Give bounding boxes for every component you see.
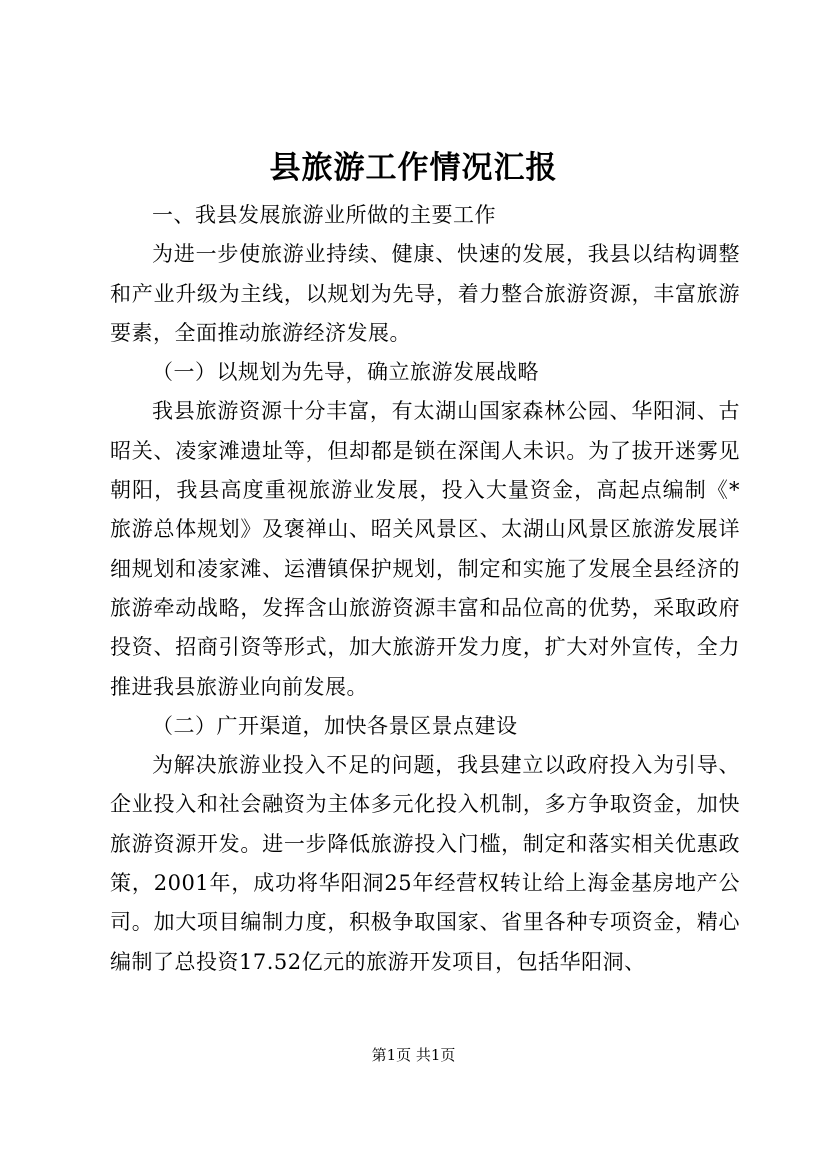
document-title: 县旅游工作情况汇报 xyxy=(269,150,558,186)
paragraph-investment: 为解决旅游业投入不足的问题，我县建立以政府投入为引导、企业投入和社会融资为主体多元化投入机制，多方争取资金，加快旅游资源开发。进一步降低旅游投入门槛，制定和落实相关优惠政策，2001年，成功将华阳洞25年经营权转让给上海金基房地产公司。加大项目编制力度，积极争取国家、省里各种专项资金，精心编制了总投资17.52亿元的旅游开发项目，包括华阳洞、 xyxy=(110,753,740,974)
document-body xyxy=(110,196,740,982)
page-footer: 第1页 共1页 xyxy=(371,1046,456,1064)
subsection-heading-2: （二）广开渠道，加快各景区景点建设 xyxy=(152,713,518,738)
paragraph-intro: 为进一步使旅游业持续、健康、快速的发展，我县以结构调整和产业升级为主线，以规划为先导，着力整合旅游资源，丰富旅游要素，全面推动旅游经济发展。 xyxy=(110,242,740,345)
section-heading-1: 一、我县发展旅游业所做的主要工作 xyxy=(152,203,496,227)
paragraph-planning: 我县旅游资源十分丰富，有太湖山国家森林公园、华阳洞、古昭关、凌家滩遗址等，但却都是锁在深闺人未识。为了拔开迷雾见朝阳，我县高度重视旅游业发展，投入大量资金，高起点编制《*旅游总体规划》及褒禅山、昭关风景区、太湖山风景区旅游发展详细规划和凌家滩、运漕镇保护规划，制定和实施了发展全县经济的旅游牵动战略，发挥含山旅游资源丰富和品位高的优势，采取政府投资、招商引资等形式，加大旅游开发力度，扩大对外宣传，全力推进我县旅游业向前发展。 xyxy=(110,399,740,699)
subsection-heading-1: （一）以规划为先导，确立旅游发展战略 xyxy=(152,360,539,385)
